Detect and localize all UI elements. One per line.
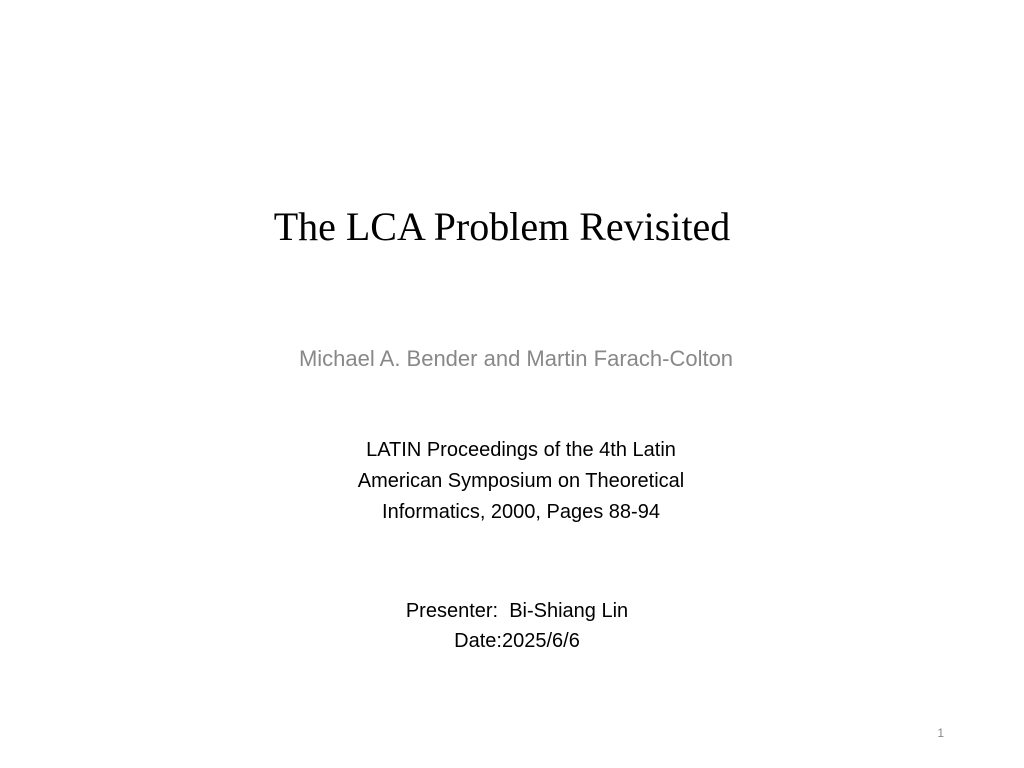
presenter-block <box>0 596 1024 656</box>
slide-title: The LCA Problem Revisited <box>273 204 731 249</box>
presenter-line: Presenter: Bi-Shiang Lin <box>405 600 629 622</box>
venue-line: American Symposium on Theoretical <box>357 470 685 492</box>
slide-page-number: 1 <box>937 726 944 740</box>
venue-line: Informatics, 2000, Pages 88-94 <box>382 501 660 523</box>
authors-line: Michael A. Bender and Martin Farach-Colton <box>298 346 734 371</box>
venue-line: LATIN Proceedings of the 4th Latin <box>366 439 676 461</box>
venue-block <box>0 435 1024 528</box>
date-line: Date:2025/6/6 <box>454 630 580 652</box>
